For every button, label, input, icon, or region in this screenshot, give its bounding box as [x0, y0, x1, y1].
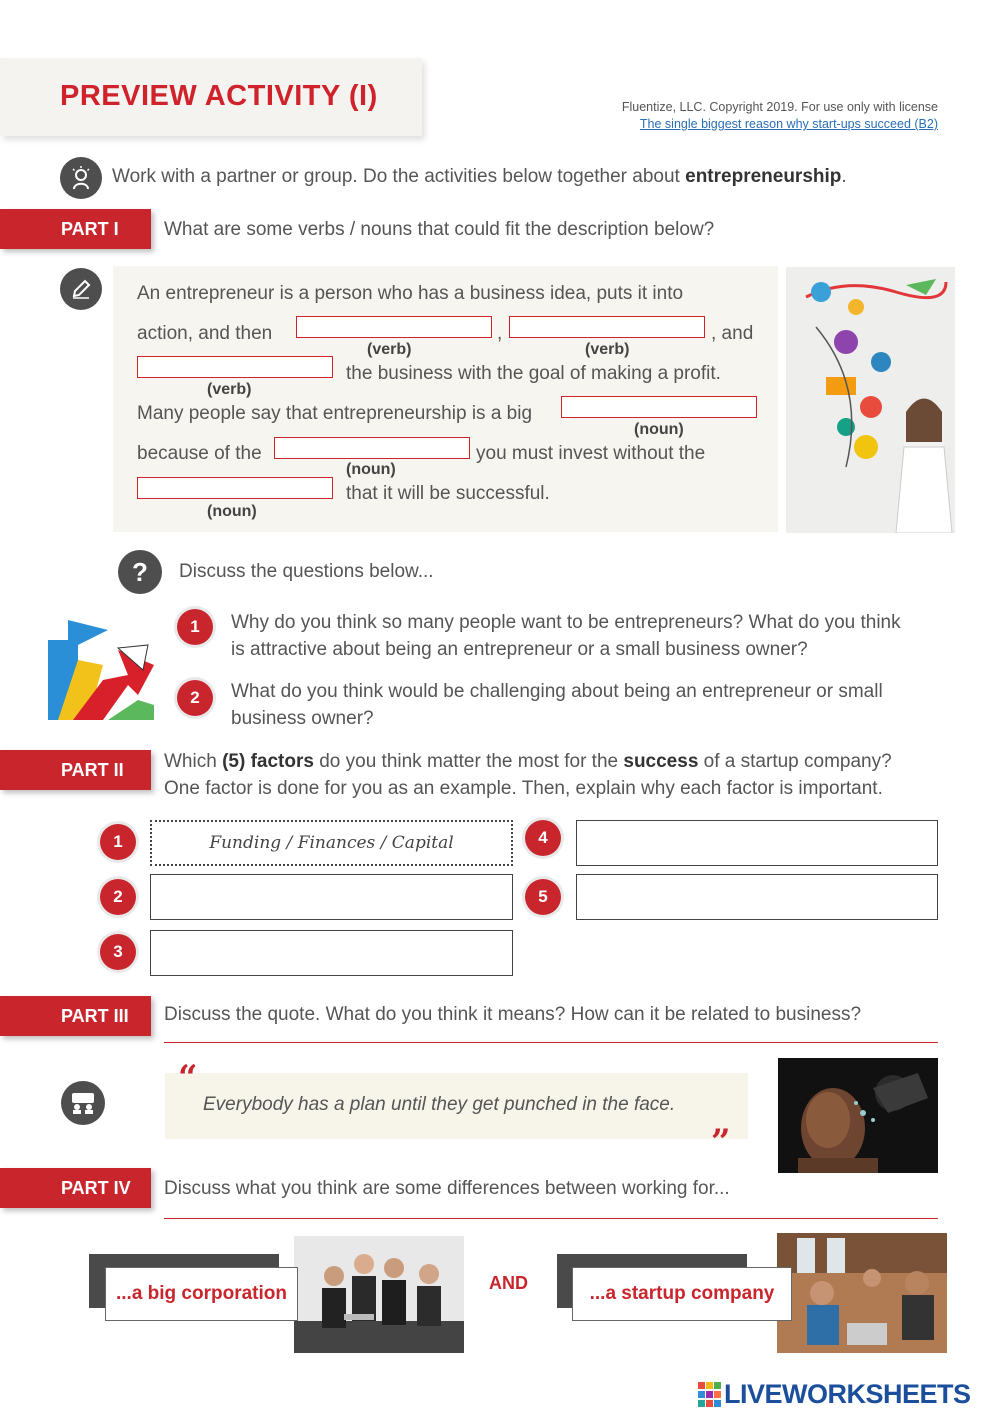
divider-line: [164, 1042, 938, 1043]
liveworksheets-logo: [698, 1379, 971, 1410]
logo-text: LIVEWORKSHEETS: [724, 1379, 971, 1409]
quote-text: Everybody has a plan until they get punched in the face.: [203, 1094, 676, 1115]
question-1: Why do you think so many people want to be entrepreneurs? What do you think is attractive about being an entrepreneur or a small business owner?: [231, 612, 901, 660]
growth-arrows-illustration: [48, 620, 154, 720]
question-2-badge: 2: [177, 680, 213, 716]
discuss-prompt: Discuss the questions below...: [179, 561, 434, 582]
hint-noun-1: (noun): [634, 421, 684, 438]
source-link[interactable]: The single biggest reason why start-ups succeed (B2): [639, 117, 938, 131]
discussion-icon: [61, 1081, 105, 1125]
factor-1-example: Funding / Finances / Capital: [150, 820, 513, 866]
paragraph-line-5-start: because of the: [137, 443, 262, 464]
divider-line-2: [164, 1218, 938, 1219]
part-4-prompt: Discuss what you think are some differences between working for...: [164, 1178, 730, 1199]
hint-noun-3: (noun): [207, 503, 257, 520]
factor-5-input[interactable]: [576, 874, 938, 920]
noun-blank-3[interactable]: [137, 477, 333, 499]
paragraph-line-6-end: that it will be successful.: [346, 483, 550, 504]
boxer-photo: [778, 1058, 938, 1173]
open-quote-mark: “: [178, 1058, 198, 1098]
paragraph-line-1: An entrepreneur is a person who has a business idea, puts it into: [137, 283, 684, 304]
pencil-icon: [60, 268, 102, 310]
verb-blank-2[interactable]: [509, 316, 705, 338]
part-4-tab: PART IV: [0, 1168, 151, 1208]
part-1-prompt: What are some verbs / nouns that could fit the description below?: [164, 219, 715, 240]
hint-verb-1: (verb): [367, 341, 412, 358]
question-1-badge: 1: [177, 609, 213, 645]
startup-label: ...a startup company: [572, 1267, 792, 1321]
comma: ,: [497, 323, 503, 344]
paragraph-line-2-start: action, and then: [137, 323, 273, 344]
factor-1-badge: 1: [100, 824, 136, 860]
corporation-label: ...a big corporation: [105, 1267, 298, 1321]
close-quote-mark: ”: [711, 1122, 731, 1162]
logo-icon: [698, 1382, 722, 1408]
question-2: What do you think would be challenging about being an entrepreneur or small business owner?: [231, 681, 883, 729]
copyright-notice: [622, 99, 938, 133]
factor-4-input[interactable]: [576, 820, 938, 866]
hint-verb-2: (verb): [585, 341, 630, 358]
noun-blank-2[interactable]: [274, 437, 470, 459]
paragraph-line-5-end: you must invest without the: [476, 443, 706, 464]
hint-noun-2: (noun): [346, 461, 396, 478]
factor-2-input[interactable]: [150, 874, 513, 920]
factor-5-badge: 5: [525, 879, 561, 915]
group-work-icon: [60, 157, 102, 199]
verb-blank-3[interactable]: [137, 356, 333, 378]
page-title: PREVIEW ACTIVITY (I): [60, 80, 378, 112]
factor-2-badge: 2: [100, 879, 136, 915]
corporation-photo: [294, 1236, 464, 1353]
paragraph-line-3-end: the business with the goal of making a profit.: [346, 363, 721, 384]
part-1-tab: PART I: [0, 209, 151, 249]
factor-3-badge: 3: [100, 934, 136, 970]
paragraph-line-4-start: Many people say that entrepreneurship is a big: [137, 403, 533, 424]
question-icon: ?: [118, 550, 162, 594]
factor-3-input[interactable]: [150, 930, 513, 976]
verb-blank-1[interactable]: [296, 316, 492, 338]
part-3-tab: PART III: [0, 996, 151, 1036]
factor-4-badge: 4: [525, 820, 561, 856]
part-2-tab: PART II: [0, 750, 151, 790]
copyright-text: Fluentize, LLC. Copyright 2019. For use only with license: [621, 100, 938, 114]
noun-blank-1[interactable]: [561, 396, 757, 418]
entrepreneur-illustration: [786, 267, 955, 533]
and-connector: AND: [489, 1273, 528, 1293]
startup-photo: [777, 1233, 947, 1353]
part-2-prompt: Which (5) factors do you think matter the most for the success of a startup company? One factor is done for you as an example. Then, explain why each factor is important.: [164, 751, 892, 799]
hint-verb-3: (verb): [207, 381, 252, 398]
paragraph-line-2-end: , and: [711, 323, 754, 344]
intro-text: Work with a partner or group. Do the activities below together about entrepreneurship.: [112, 166, 847, 187]
part-3-prompt: Discuss the quote. What do you think it means? How can it be related to business?: [164, 1004, 862, 1025]
